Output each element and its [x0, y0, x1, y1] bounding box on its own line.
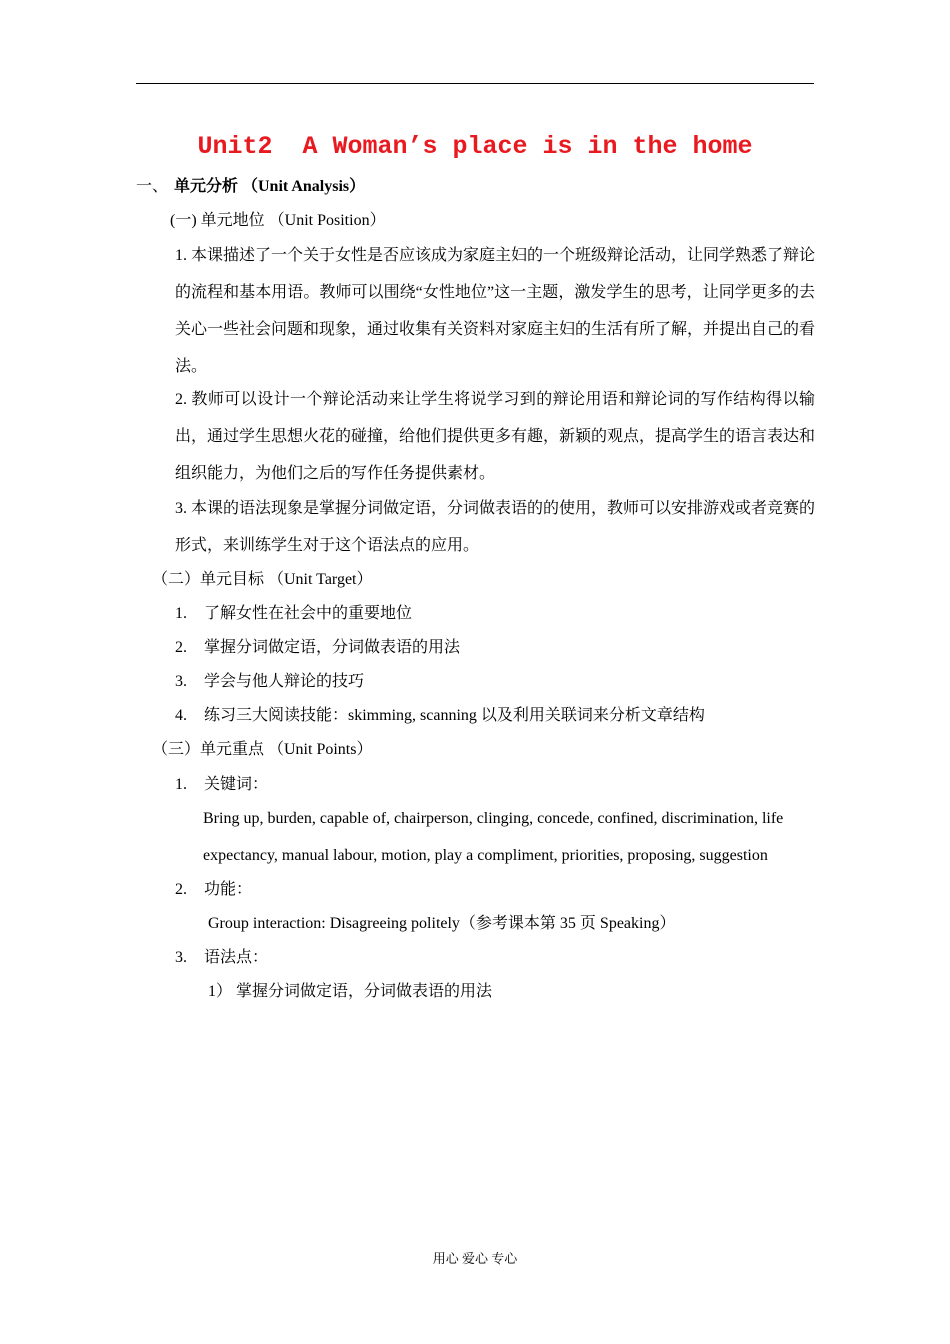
list-text: 语法点：	[204, 949, 269, 966]
list-text: 掌握分词做定语，分词做表语的用法	[204, 639, 461, 656]
header-rule	[136, 83, 814, 84]
subsection-heading-target: （二）单元目标 （Unit Target）	[152, 571, 373, 588]
list-item	[175, 672, 364, 692]
grammar-subitem: 1） 掌握分词做定语，分词做表语的用法	[208, 983, 493, 1000]
subsection-heading-position: (一) 单元地位 （Unit Position）	[170, 212, 386, 229]
list-item	[175, 604, 412, 624]
list-number: 2.	[175, 639, 187, 656]
list-number: 3.	[175, 673, 187, 690]
document-title: Unit2 A Woman’s place is in the home	[197, 132, 753, 161]
list-text: 关键词：	[204, 776, 269, 793]
section-title: 单元分析 （Unit Analysis）	[174, 178, 366, 195]
list-text: 了解女性在社会中的重要地位	[204, 605, 413, 622]
list-item	[175, 880, 252, 900]
section-heading-unit-analysis	[136, 177, 365, 197]
position-paragraph-2: 2. 教师可以设计一个辩论活动来让学生将说学习到的辩论用语和辩论词的写作结构得以输出，通过学生思想火花的碰撞，给他们提供更多有趣，新颖的观点，提高学生的语言表达和组织能力，为他们之后的写作任务提供素材。	[175, 391, 816, 482]
list-item	[175, 638, 460, 658]
position-paragraph-1: 1. 本课描述了一个关于女性是否应该成为家庭主妇的一个班级辩论活动，让同学熟悉了辩论的流程和基本用语。教师可以围绕“女性地位”这一主题，激发学生的思考，让同学更多的去关心一些社会问题和现象，通过收集有关资料对家庭主妇的生活有所了解，并提出自己的看法。	[175, 247, 816, 375]
keywords-line-1: Bring up, burden, capable of, chairperson, clinging, concede, confined, discrimination, life	[203, 810, 784, 827]
list-number: 3.	[175, 949, 187, 966]
list-text: 功能：	[204, 881, 253, 898]
keywords-line-2: expectancy, manual labour, motion, play a compliment, priorities, proposing, suggestion	[203, 847, 768, 864]
list-text: 练习三大阅读技能：skimming, scanning 以及利用关联词来分析文章结构	[204, 707, 705, 724]
function-detail: Group interaction: Disagreeing politely（参考课本第 35 页 Speaking）	[208, 915, 676, 932]
section-marker: 一、	[136, 178, 169, 195]
position-paragraph-3: 3. 本课的语法现象是掌握分词做定语，分词做表语的的使用，教师可以安排游戏或者竞赛的形式，来训练学生对于这个语法点的应用。	[175, 500, 816, 554]
list-number: 1.	[175, 605, 187, 622]
page-footer: 用心 爱心 专心	[432, 1251, 518, 1266]
subsection-heading-points: （三）单元重点 （Unit Points）	[152, 741, 373, 758]
list-number: 2.	[175, 881, 187, 898]
list-item	[175, 775, 268, 795]
list-number: 1.	[175, 776, 187, 793]
list-number: 4.	[175, 707, 187, 724]
list-item	[175, 706, 705, 726]
list-text: 学会与他人辩论的技巧	[204, 673, 365, 690]
list-item	[175, 948, 268, 968]
